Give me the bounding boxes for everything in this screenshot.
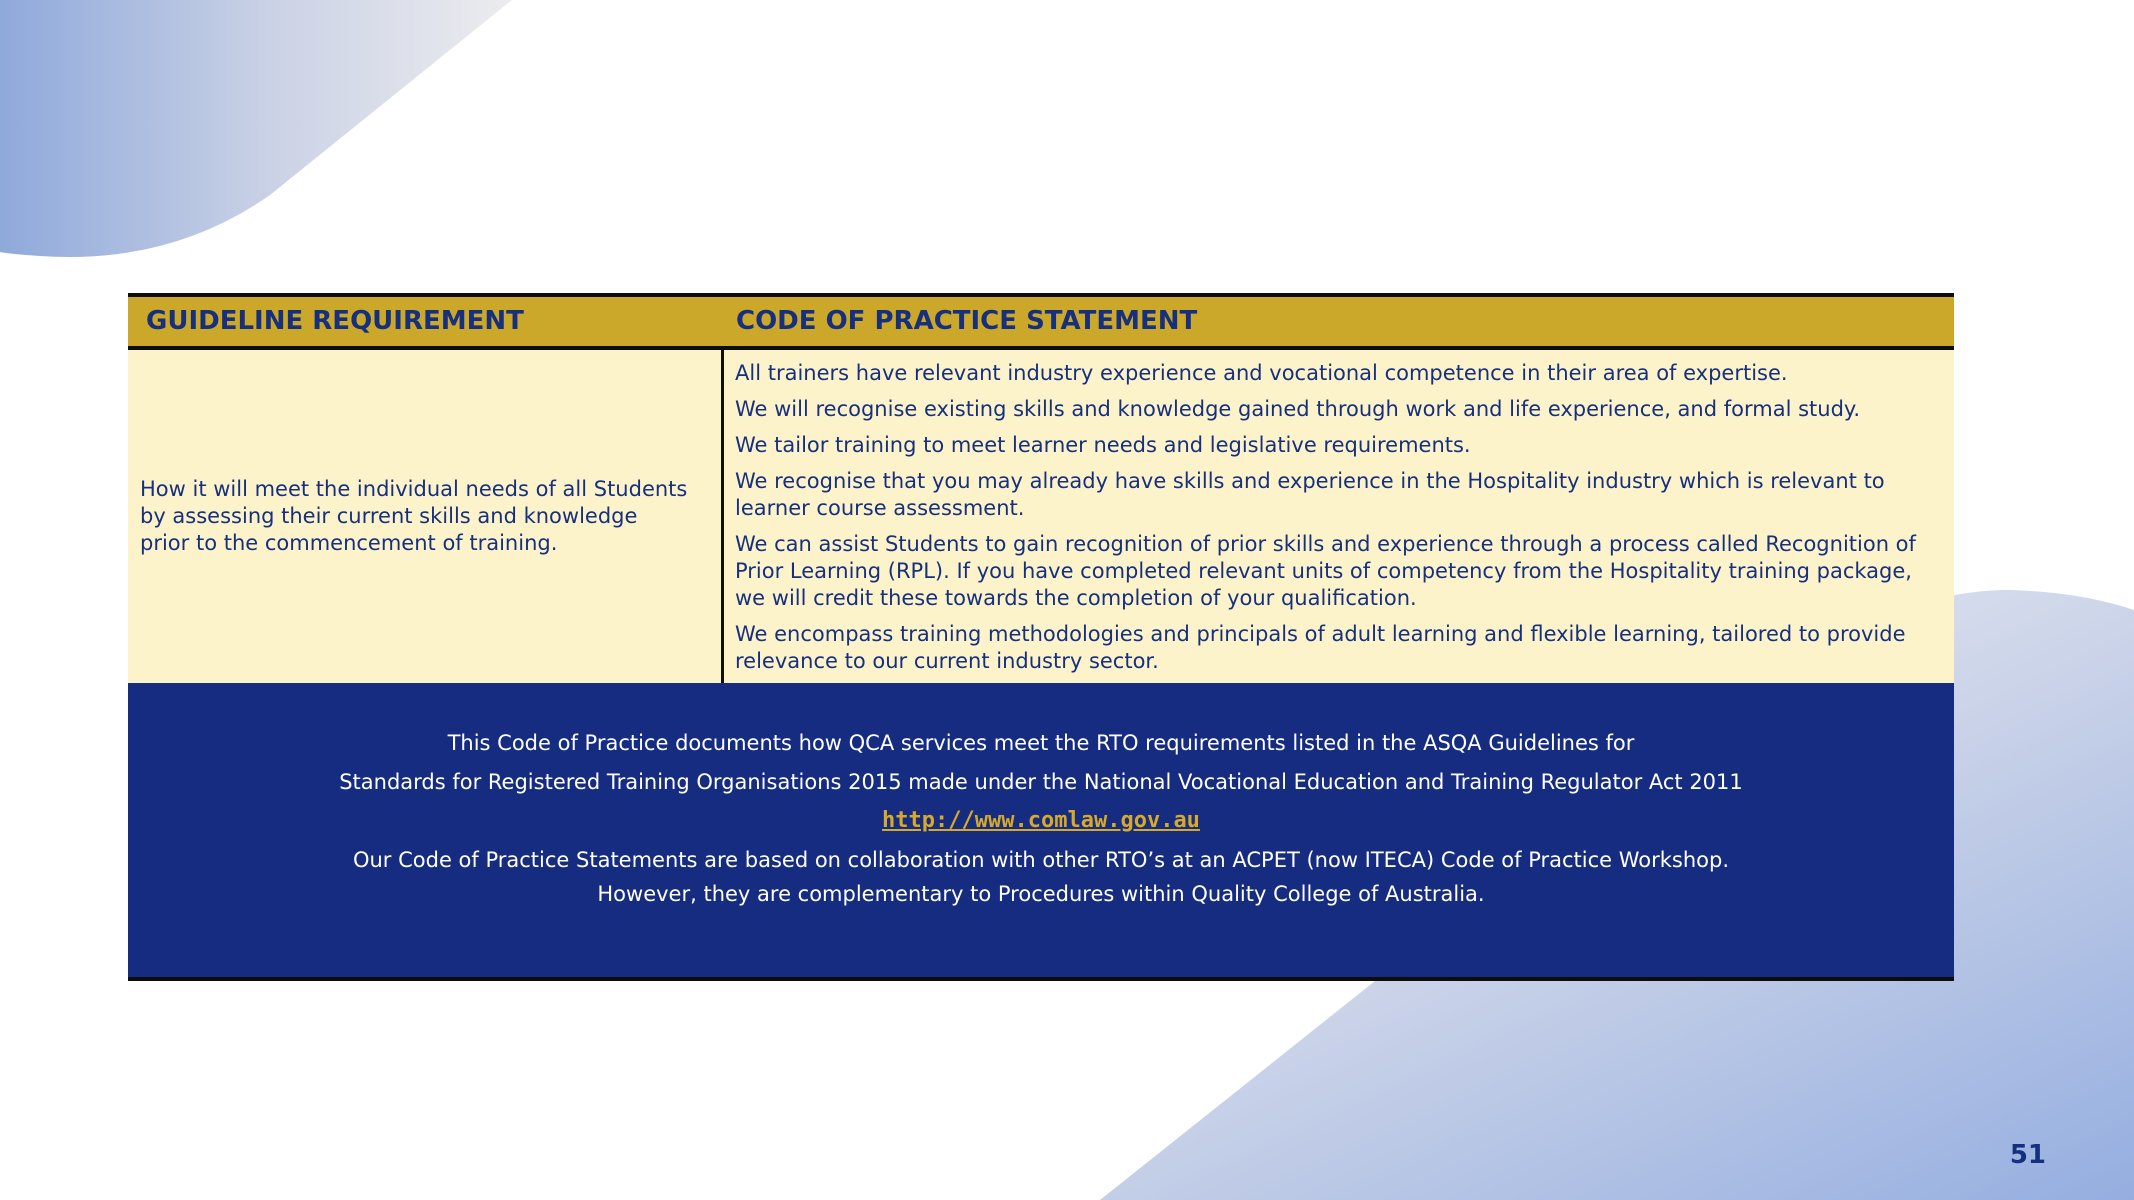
footer-line-3: Our Code of Practice Statements are based on collaboration with other RTO’s at an ACPET (now ITECA) Code of Practice Workshop. (352, 848, 1730, 872)
header-code-of-practice-statement: CODE OF PRACTICE STATEMENT (736, 306, 1198, 336)
requirement-cell (128, 350, 724, 683)
statement-item: All trainers have relevant industry experience and vocational competence in their area of expertise. (735, 361, 1788, 385)
header-guideline-requirement: GUIDELINE REQUIREMENT (146, 306, 524, 336)
requirement-text: How it will meet the individual needs of all Students by assessing their current skills and knowledge prior to the commencement of training. (140, 477, 688, 555)
page-number: 51 (2009, 1140, 2046, 1170)
statement-item: We recognise that you may already have skills and experience in the Hospitality industry which is relevant to learner course assessment. (735, 469, 1885, 520)
footer-notice (128, 683, 1954, 977)
code-of-practice-table (128, 293, 1954, 981)
footer-line-2: Standards for Registered Training Organisations 2015 made under the National Vocational Education and Training Regulator Act 2011 (339, 770, 1743, 794)
top-left-shape (0, 0, 512, 257)
table-header-row (128, 297, 1954, 350)
statement-item: We can assist Students to gain recognition of prior skills and experience through a process called Recognition of Prior Learning (RPL). If you have completed relevant units of competency from the Hospitality training package, we will credit these towards the completion of your qualification. (735, 532, 1916, 610)
footer-line-1: This Code of Practice documents how QCA services meet the RTO requirements listed in the ASQA Guidelines for (447, 731, 1635, 755)
footer-line-4: However, they are complementary to Procedures within Quality College of Australia. (597, 882, 1485, 906)
statements-cell (724, 350, 1954, 683)
comlaw-link[interactable]: http://www.comlaw.gov.au (882, 808, 1200, 833)
statement-item: We encompass training methodologies and principals of adult learning and flexible learning, tailored to provide relevance to our current industry sector. (735, 622, 1906, 673)
table-body-row (128, 350, 1954, 683)
statement-item: We tailor training to meet learner needs and legislative requirements. (735, 433, 1471, 457)
statement-item: We will recognise existing skills and knowledge gained through work and life experience, and formal study. (735, 397, 1861, 421)
